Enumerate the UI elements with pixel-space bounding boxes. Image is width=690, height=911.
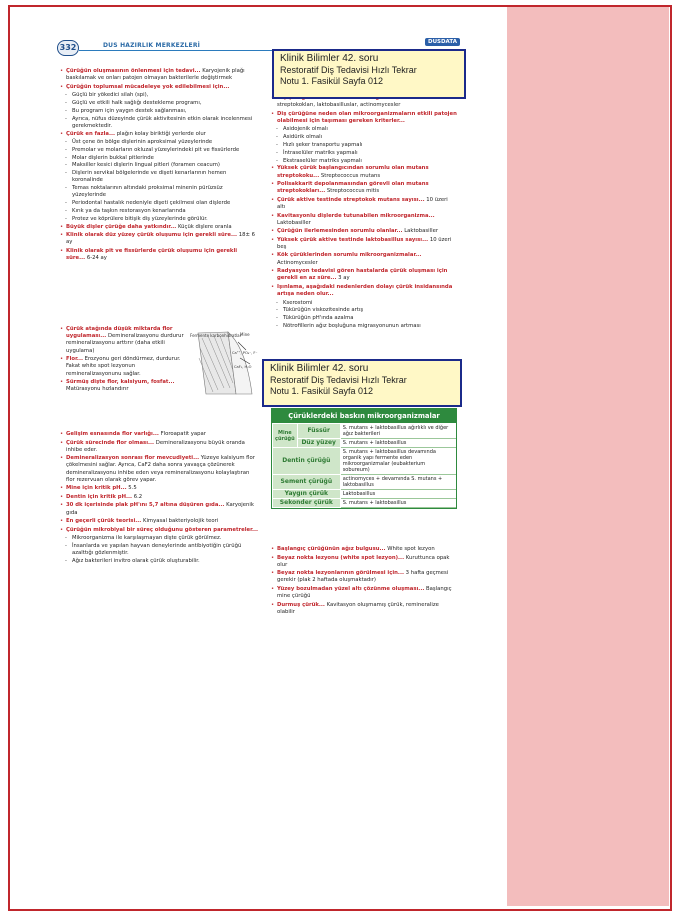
bullet-item — [60, 485, 258, 492]
bullet-heading: Çürük en fazla... — [66, 130, 116, 137]
bullet-text: Karyojenik gıda — [66, 502, 254, 516]
sub-item — [60, 535, 258, 542]
brand-logo: DUSDATA — [425, 38, 460, 46]
sub-item — [60, 558, 258, 565]
figure-label-carb: Fermente karbonhidratlar — [190, 333, 242, 338]
sticky-note-1 — [272, 49, 466, 99]
bullet-text: Ayrıca, nüfus düzeyinde çürük aktivitesinin etkin olarak incelenmesi gerekmektedir. — [72, 115, 253, 129]
table-row-label: Füssür — [297, 424, 340, 439]
table-row — [273, 424, 456, 439]
bullet-heading: Işınlama, aşağıdaki nedenlerden dolayı çürük insidansında artışa neden olur... — [277, 283, 453, 298]
bullet-heading: Beyaz nokta lezyonu (white spot lezyon)... — [277, 554, 405, 561]
bullet-text: Floroapatit yapar — [158, 431, 206, 437]
page-number: 332 — [57, 40, 79, 56]
bullet-item — [271, 213, 457, 227]
table-row-label: Sekonder çürük — [273, 499, 341, 508]
bullet-text: streptokokları, laktobasilluslar, actinomycesler — [277, 102, 401, 109]
table-row — [273, 448, 456, 475]
bullet-text: Üst çene ön bölge dişlerinin aproksimal yüzeylerinde — [72, 139, 213, 146]
bullet-item — [60, 68, 258, 82]
table-row-value: S. mutans + laktobasillus — [340, 439, 455, 448]
bullet-item — [60, 379, 188, 393]
right-column-top — [271, 95, 457, 331]
bullet-item — [271, 555, 457, 569]
table-row-label: Düz yüzey — [297, 439, 340, 448]
bullet-text: Asidojenik olmalı — [283, 126, 328, 133]
figure-label-enamel: Mine — [240, 332, 250, 337]
bullet-text: Mikroorganizma ile karşılaşmayan dişte çürük görülmez. — [72, 535, 222, 542]
figure-label-ions: Ca⁺⁺, PO₄⁻, F⁻ — [232, 351, 258, 355]
left-column-fluor — [60, 326, 188, 395]
bullet-text: Ekstraselüler matriks yapmalı — [283, 157, 362, 164]
bullet-text: Protez ve köprülere bitişik diş yüzeylerinde görülür. — [72, 215, 208, 222]
bullet-text: Nötrofillerin ağız boşluğuna migrasyonunun artması — [283, 322, 421, 329]
bullet-text: Güçlü ve etkili halk sağlığı destekleme programı, — [72, 100, 202, 106]
sub-item — [60, 170, 258, 184]
microorganism-table — [271, 408, 457, 509]
bullet-text: Bu program için yaygın destek sağlanması, — [72, 107, 187, 114]
sub-item — [60, 155, 258, 162]
bullet-heading: Polisakkarit depolanmasından görevli olan mutans streptokokları... — [277, 181, 429, 195]
table-row — [273, 490, 456, 499]
bullet-text: Premolar ve molarların okluzal yüzeylerindeki pit ve fissürlerde — [72, 146, 240, 153]
bullet-text: Asidürik olmalı — [283, 134, 323, 141]
bullet-heading: Klinik olarak düz yüzey çürük oluşumu için gerekli süre... — [66, 232, 238, 239]
bullet-heading: Çürüğün ilerlemesinden sorumlu olanlar... — [277, 228, 403, 235]
bullet-item — [271, 268, 457, 282]
bullet-text: Kimyasal bakteriyolojik teori — [141, 518, 219, 525]
bullet-heading: Kök çürüklerinden sorumlu mikroorganizmalar... — [277, 252, 422, 259]
bullet-item — [271, 181, 457, 195]
bullet-text: plağın kolay biriktiği yerlerde olur — [115, 130, 206, 137]
bullet-text: Tükürüğün pH'ında azalma — [283, 315, 354, 322]
bullet-item — [60, 232, 258, 246]
table-row-label: Dentin çürüğü — [273, 448, 341, 475]
bullet-text: İnsanlarda ve yapılan hayvan deneylerinde antibiyotiğin çürüğü azalttığı gözlenmiştir. — [72, 542, 242, 557]
note2-line3: Notu 1. Fasikül Sayfa 012 — [270, 386, 374, 396]
bullet-item — [271, 602, 457, 616]
bullet-text: İntraselüler matriks yapmalı — [283, 149, 358, 156]
bullet-item — [271, 586, 457, 600]
bullet-heading: Yüksek çürük başlangıcından sorumlu olan mutans streptokoku... — [277, 165, 429, 179]
sticky-note-2 — [262, 359, 462, 407]
bullet-item — [271, 252, 457, 266]
sub-item — [60, 208, 258, 215]
right-margin — [507, 7, 669, 906]
figure-label-caf2: CaF₂, H₂O — [234, 365, 252, 369]
bullet-item — [60, 502, 258, 516]
bullet-text: Kavitasyon oluşmamış çürük, remineralize olabilir — [277, 601, 439, 615]
bullet-text: Karyojenik plağı baskılamak ve onları patojen olmayan bakterilerle değiştirmek — [66, 68, 245, 82]
table-row-value: S. mutans + laktobasillus ağırlıklı ve diğer ağız bakterileri — [340, 424, 455, 439]
sub-item — [271, 307, 457, 314]
bullet-text: White spot lezyon — [385, 546, 435, 552]
sub-item — [271, 150, 457, 157]
bullet-item — [60, 494, 258, 501]
sub-item — [60, 200, 258, 207]
bullet-text: 10 üzeri altı — [277, 196, 448, 210]
bullet-item — [271, 228, 457, 235]
bullet-heading: En geçerli çürük teorisi... — [66, 518, 142, 525]
bullet-text: Ağız bakterileri invitro olarak çürük oluşturabilir. — [72, 557, 200, 564]
bullet-text: Demineralizasyonu durdurur remineralizasyonu arttırır (daha etkili uygulama) — [66, 333, 184, 354]
bullet-text: Demineralizasyonu büyük oranda inhibe eder. — [66, 439, 245, 453]
bullet-item — [60, 431, 258, 438]
bullet-text: Periodontal hastalık nedeniyle dişeti çekilmesi olan dişlerde — [72, 200, 231, 207]
table-group-label: Mine çürüğü — [273, 424, 298, 448]
table-row-value: actinomyces + devamında S. mutans + laktobasillus — [340, 475, 455, 490]
table-row-label: Yaygın çürük — [273, 490, 341, 499]
bullet-heading: Yüzey bozulmadan yüzel altı çözünme oluşması... — [277, 585, 425, 592]
bullet-text: Hızlı şeker transportu yapmalı — [283, 142, 363, 148]
bullet-text: Streptecoccus mutans — [319, 172, 381, 179]
sub-item — [60, 162, 258, 169]
bullet-heading: Sürmüş dişte flor, kalsiyum, fosfat... — [66, 379, 175, 386]
bullet-item — [60, 518, 258, 525]
bullet-heading: Klinik olarak pit ve fissürlerde çürük oluşumu için gerekli süre... — [66, 247, 238, 262]
bullet-text: Temas noktalarının altındaki proksimal minenin pürüzsüz yüzeylerinde — [72, 185, 223, 199]
right-column-bottom — [271, 546, 457, 617]
bullet-text: Streptococcus mitis — [325, 188, 380, 195]
enamel-figure — [188, 328, 263, 396]
bullet-text: Başlangıç mine çürüğü — [277, 585, 452, 600]
bullet-item — [60, 440, 258, 454]
bullet-item — [60, 131, 258, 138]
bullet-text: Actinomycesler — [277, 259, 318, 266]
bullet-heading: Flor... — [66, 356, 83, 363]
sub-item — [60, 139, 258, 146]
bullet-text: 6-24 ay — [85, 255, 107, 262]
sub-item — [60, 100, 258, 107]
bullet-item — [271, 111, 457, 125]
left-column-bottom — [60, 431, 258, 566]
note1-line3: Notu 1. Fasikül Sayfa 012 — [280, 76, 384, 86]
bullet-text: Dişlerin servikal bölgelerinde ve dişeti kenarlarının hemen koronalinde — [72, 170, 227, 184]
bullet-text: Yüzeye kalsiyum flor çökelmesini sağlar. Ayrıca, CaF2 daha sonra yavaşça çözünerek demineralizasyonu inhibe eden veya remineralizasyonu kolaylaştıran flor rezervuarı olarak görev yapar. — [66, 455, 255, 483]
sub-item — [271, 315, 457, 322]
sub-item — [60, 185, 258, 199]
table-title: Çürüklerdeki baskın mikroorganizmalar — [272, 409, 456, 423]
bullet-text: 18± 6 ay — [66, 232, 255, 246]
bullet-heading: Çürük atağında düşük miktarda flor uygulaması... — [66, 326, 173, 340]
bullet-text: Kserostomi — [283, 299, 313, 306]
header-brand: DUS HAZIRLIK MERKEZLERİ — [103, 42, 201, 49]
sub-item — [60, 116, 258, 130]
bullet-heading: Beyaz nokta lezyonlarının görülmesi için... — [277, 570, 404, 577]
bullet-text: Maksiller kesici dişlerin lingual pitleri (foramen ceacum) — [72, 162, 220, 169]
table-row — [273, 439, 456, 448]
bullet-item — [271, 570, 457, 584]
sub-item — [60, 92, 258, 99]
note1-line2: Restoratif Diş Tedavisi Hızlı Tekrar — [280, 65, 417, 75]
bullet-text: 3 ay — [336, 275, 350, 282]
bullet-text: 5.5 — [126, 485, 137, 492]
table-row-value: S. mutans + laktobasillus — [340, 499, 455, 508]
table-row-label: Sement çürüğü — [273, 475, 341, 490]
bullet-text: Laktobasiller — [277, 219, 311, 226]
bullet-item — [60, 326, 188, 355]
bullet-text: Kırık ya da taşkın restorasyon kenarlarında — [72, 208, 186, 215]
bullet-heading: Çürüğün mikrobiyal bir süreç olduğunu gösteren parametreler... — [66, 526, 258, 533]
bullet-item — [271, 237, 457, 251]
bullet-heading: Çürüğün toplumsal mücadeleye yok edilebilmesi için... — [66, 83, 230, 90]
bullet-text: 6.2 — [132, 493, 143, 500]
bullet-heading: Yüksek çürük aktive testinde laktobasillus sayısı... — [277, 236, 429, 243]
bullet-item — [271, 165, 457, 179]
bullet-heading: Mine için kritik pH... — [66, 485, 127, 492]
bullet-heading: 30 dk içerisinde plak pH'ını 5,7 altına düşüren gıda... — [66, 502, 225, 509]
bullet-text: Laktobasiller — [402, 228, 439, 235]
bullet-text: Molar dişlerin bukkal pitlerinde — [72, 154, 154, 161]
bullet-item — [60, 84, 258, 91]
bullet-item — [60, 527, 258, 534]
bullet-heading: Demineralizasyon sonrası flor mevcudiyeti... — [66, 455, 200, 462]
bullet-heading: Kavitasyonlu dişlerde tutunabilen mikroorganizma... — [277, 212, 435, 219]
bullet-text: Matürasyonu hızlandırır — [66, 386, 129, 393]
note1-line1: Klinik Bilimler 42. soru — [280, 53, 379, 64]
sub-item — [271, 134, 457, 141]
bullet-item — [271, 546, 457, 553]
bullet-text: Tükürüğün viskozitesinde artış — [283, 307, 364, 314]
table-row — [273, 499, 456, 508]
table-row-value: Laktobasillus — [340, 490, 455, 499]
sub-item — [271, 126, 457, 133]
sub-item — [271, 158, 457, 165]
sub-item — [60, 108, 258, 115]
sub-item — [60, 216, 258, 223]
bullet-heading: Gelişim esnasında flor varlığı... — [66, 431, 159, 437]
bullet-text: 3 hafta geçmesi gerekir (plak 2 haftada oluşmaktadır) — [277, 570, 449, 584]
sub-item — [60, 543, 258, 557]
bullet-heading: Durmuş çürük... — [277, 601, 325, 608]
bullet-text: 10 üzeri beş — [277, 236, 452, 250]
bullet-item — [60, 356, 188, 378]
note2-line2: Restoratif Diş Tedavisi Hızlı Tekrar — [270, 375, 407, 385]
bullet-heading: Çürüğün oluşmasının önlenmesi için tedavi... — [66, 68, 201, 74]
table-row — [273, 475, 456, 490]
bullet-item — [271, 284, 457, 298]
bullet-item — [271, 197, 457, 211]
sub-item — [271, 142, 457, 149]
bullet-item — [60, 224, 258, 231]
table-row-value: S. mutans + laktobasillus devamında organik yapı fermente eden mikroorganizmalar (eubakterium sobureum) — [340, 448, 455, 475]
sub-item — [271, 300, 457, 307]
bullet-item — [60, 455, 258, 484]
bullet-text: Küçük dişlere oranla — [176, 223, 232, 230]
bullet-heading: Radyasyon tedavisi gören hastalarda çürük oluşması için gerekli en az süre... — [277, 268, 448, 282]
bullet-item — [60, 248, 258, 262]
bullet-heading: Dentin için kritik pH... — [66, 493, 133, 500]
left-column-top — [60, 68, 258, 264]
sub-item — [271, 323, 457, 330]
bullet-heading: Diş çürüğüne neden olan mikroorganizmaların etkili patojen olabilmesi için taşıması gereken kriterler... — [277, 110, 457, 124]
bullet-heading: Çürük sürecinde flor olması... — [66, 439, 155, 446]
bullet-text: Erozyonu geri döndürmez, durdurur. Fakat white spot lezyonun remineralizasyonunu sağlar. — [66, 356, 181, 377]
bullet-text: Kuruttunca opak olur — [277, 554, 450, 568]
sub-item — [60, 147, 258, 154]
bullet-heading: Başlangıç çürüğünün ağız bulgusu... — [277, 546, 386, 552]
bullet-heading: Büyük dişler çürüğe daha yatkındır... — [66, 223, 177, 230]
note2-line1: Klinik Bilimler 42. soru — [270, 363, 369, 374]
bullet-text: Güçlü bir yökedici silah (spi), — [72, 92, 149, 99]
bullet-heading: Çürük aktive testinde streptokok mutans sayısı... — [277, 196, 425, 203]
